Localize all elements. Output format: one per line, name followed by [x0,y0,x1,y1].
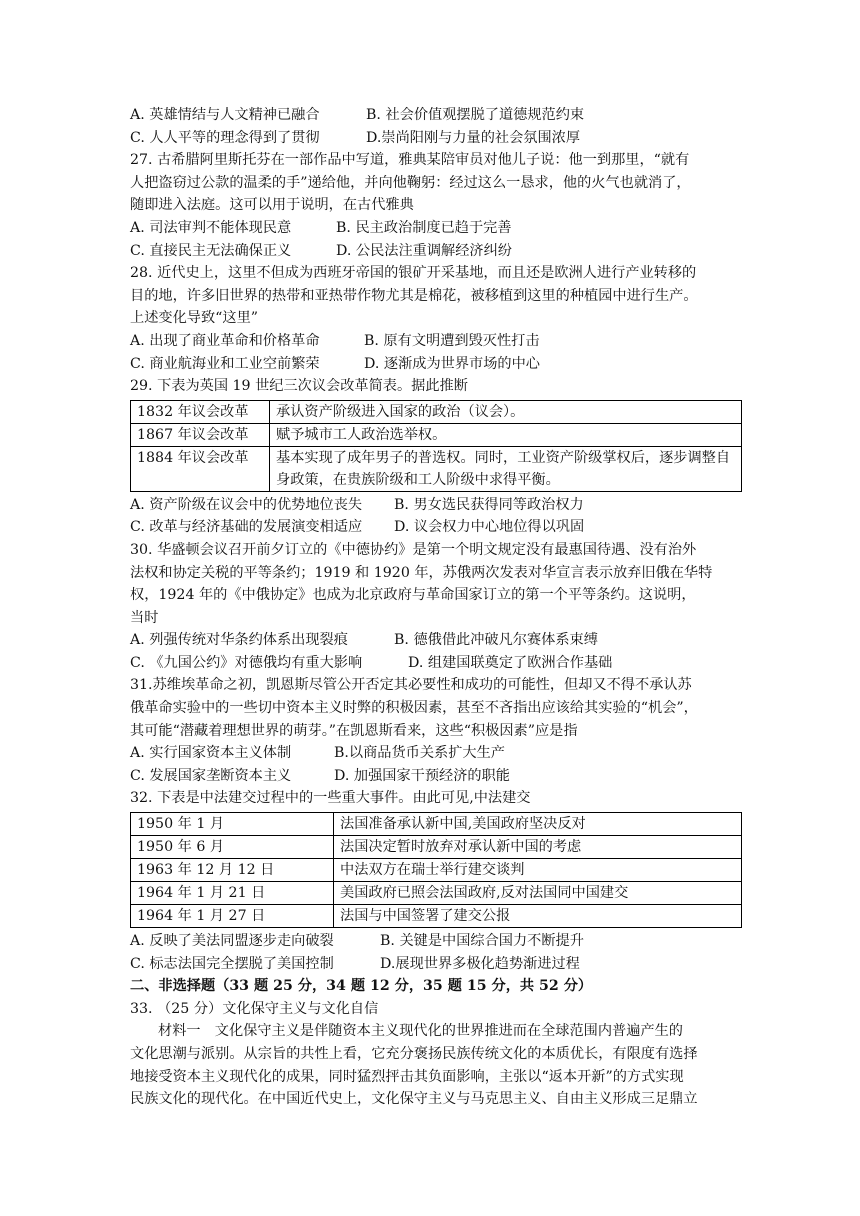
q27-stem-line-2: 人把盗窃过公款的温柔的手”递给他，并向他鞠躬：经过这么一恳求，他的火气也就消了， [130,174,691,191]
q28-option-c: C. 商业航海业和工业空前繁荣 [130,355,320,372]
table-row [131,859,742,882]
q29-table [130,400,742,492]
q26-option-a: A. 英雄情结与人文精神已融合 [130,107,320,123]
q32-cell-event: 美国政府已照会法国政府,反对法国同中国建交 [334,882,742,905]
q27-stem-line-3: 随即进入法庭。这可以用于说明，在古代雅典 [130,197,414,214]
q30-stem-line-1: 30. 华盛顿会议召开前夕订立的《中德协约》是第一个明文规定没有最惠国待遇、没有治外 [130,541,697,558]
section-heading: 二、非选择题（33 题 25 分，34 题 12 分，35 题 15 分，共 52 分） [130,978,593,995]
q32-stem: 32. 下表是中法建交过程中的一些重大事件。由此可见,中法建交 [130,790,531,807]
q33-material-line-1: 材料一 文化保守主义是伴随资本主义现代化的世界推进而在全球范围内普遍产生的 [158,1023,683,1040]
q26-options-row-1 [130,104,740,127]
q29-cell-year: 1867 年议会改革 [131,423,270,446]
q29-options-row-2 [130,516,740,539]
q30-option-a: A. 列强传统对华条约体系出现裂痕 [130,632,348,649]
q32-cell-date: 1950 年 6 月 [131,836,334,859]
q29-cell-year: 1884 年议会改革 [131,446,270,491]
q31-option-c: C. 发展国家垄断资本主义 [130,767,292,784]
q32-option-d: D.展现世界多极化趋势渐进过程 [380,955,580,972]
q28-stem-line-3: 上述变化导致“这里” [130,310,259,327]
q30-options-row-2 [130,652,740,675]
table-row [131,882,742,905]
q29-cell-content: 基本实现了成年男子的普选权。同时，工业资产阶级掌权后，逐步调整自身政策，在贵族阶级和工人阶级中求得平衡。 [270,446,742,491]
q32-cell-event: 法国准备承认新中国,美国政府坚决反对 [334,813,742,836]
q30-stem-line-3: 权，1924 年的《中俄协定》也成为北京政府与革命国家订立的第一个平等条约。这说明， [130,587,696,604]
q33-title: 33. （25 分）文化保守主义与文化自信 [130,1000,379,1017]
q29-option-c: C. 改革与经济基础的发展演变相适应 [130,519,363,536]
q26-option-b: B. 社会价值观摆脱了道德规范约束 [366,107,585,123]
q30-stem-line-2: 法权和协定关税的平等条约；1919 和 1920 年，苏俄两次发表对华宣言表示放弃旧俄在华特 [130,564,713,581]
q31-stem-line-1: 31.苏维埃革命之初，凯恩斯尽管公开否定其必要性和成功的可能性，但却又不得不承认苏 [130,677,692,694]
q29-cell-year: 1832 年议会改革 [131,400,270,423]
q28-options-row-1 [130,330,740,353]
q32-cell-date: 1950 年 1 月 [131,813,334,836]
q30-option-b: B. 德俄借此冲破凡尔赛体系束缚 [394,632,598,649]
q31-option-a: A. 实行国家资本主义体制 [130,745,292,762]
q29-option-d: D. 议会权力中心地位得以巩固 [394,519,585,536]
q27-stem-line-1: 27. 古希腊阿里斯托芬在一部作品中写道，雅典某陪审员对他儿子说：他一到那里，“就有 [130,152,690,169]
q32-cell-date: 1964 年 1 月 21 日 [131,882,334,905]
q32-option-c: C. 标志法国完全摆脱了美国控制 [130,955,334,972]
q32-option-b: B. 关键是中国综合国力不断提升 [380,933,584,950]
q26-option-c: C. 人人平等的理念得到了贯彻 [130,129,320,146]
q31-options-row-2 [130,765,740,788]
q28-stem-line-1: 28. 近代史上，这里不但成为西班牙帝国的银矿开采基地，而且还是欧洲人进行产业转移的 [130,265,697,282]
q33-material-line-4: 民族文化的现代化。在中国近代史上，文化保守主义与马克思主义、自由主义形成三足鼎立 [130,1091,698,1108]
q32-cell-event: 中法双方在瑞士举行建交谈判 [334,859,742,882]
q31-stem-line-3: 其可能“潜藏着理想世界的萌芽。”在凯恩斯看来，这些“积极因素”应是指 [130,722,578,739]
q29-cell-content: 承认资产阶级进入国家的政治（议会）。 [270,400,742,423]
table-row [131,446,742,491]
q29-cell-content: 赋予城市工人政治选举权。 [270,423,742,446]
q28-option-d: D. 逐渐成为世界市场的中心 [364,355,540,372]
q27-option-c: C. 直接民主无法确保正义 [130,242,292,259]
q30-options-row-1 [130,629,740,652]
q29-option-a: A. 资产阶级在议会中的优势地位丧失 [130,496,363,513]
q31-stem-line-2: 俄革命实验中的一些切中资本主义时弊的积极因素，甚至不吝指出应该给其实验的“机会”， [130,700,698,717]
q28-option-a: A. 出现了商业革命和价格革命 [130,332,320,349]
q32-cell-date: 1963 年 12 月 12 日 [131,859,334,882]
q33-material-line-3: 地接受资本主义现代化的成果，同时猛烈抨击其负面影响，主张以“返本开新”的方式实现 [130,1068,684,1085]
q31-option-d: D. 加强国家干预经济的职能 [334,767,510,784]
q30-option-d: D. 组建国联奠定了欧洲合作基础 [408,654,613,671]
exam-page [130,104,740,1111]
q30-stem-line-4: 当时 [130,609,159,626]
q26-options-row-2 [130,127,740,150]
q31-options-row-1 [130,742,740,765]
q28-options-row-2 [130,353,740,376]
q27-option-a: A. 司法审判不能体现民意 [130,219,292,236]
q29-options-row-1 [130,494,740,517]
q29-stem: 29. 下表为英国 19 世纪三次议会改革简表。据此推断 [130,378,468,395]
q27-option-b: B. 民主政治制度已趋于完善 [336,219,512,236]
table-row [131,423,742,446]
q32-cell-date: 1964 年 1 月 27 日 [131,905,334,928]
q28-stem-line-2: 目的地，许多旧世界的热带和亚热带作物尤其是棉花，被移植到这里的种植园中进行生产。 [130,287,698,304]
q28-option-b: B. 原有文明遭到毁灭性打击 [364,332,540,349]
q27-option-d: D. 公民法注重调解经济纠纷 [336,242,512,259]
q29-option-b: B. 男女选民获得同等政治权力 [394,496,584,513]
table-row [131,400,742,423]
table-row [131,836,742,859]
q32-option-a: A. 反映了美法同盟逐步走向破裂 [130,933,334,950]
table-row [131,905,742,928]
q32-cell-event: 法国与中国签署了建交公报 [334,905,742,928]
q32-options-row-1 [130,930,740,953]
q31-option-b: B.以商品货币关系扩大生产 [334,745,505,762]
q27-options-row-2 [130,240,740,263]
q32-table [130,812,742,928]
q26-option-d: D.崇尚阳刚与力量的社会氛围浓厚 [366,129,581,146]
q27-options-row-1 [130,217,740,240]
q32-cell-event: 法国决定暂时放弃对承认新中国的考虑 [334,836,742,859]
q30-option-c: C. 《九国公约》对德俄均有重大影响 [130,654,363,671]
table-row [131,813,742,836]
q32-options-row-2 [130,953,740,976]
q33-material-line-2: 文化思潮与派别。从宗旨的共性上看，它充分褒扬民族传统文化的本质优长，有限度有选择 [130,1046,698,1062]
